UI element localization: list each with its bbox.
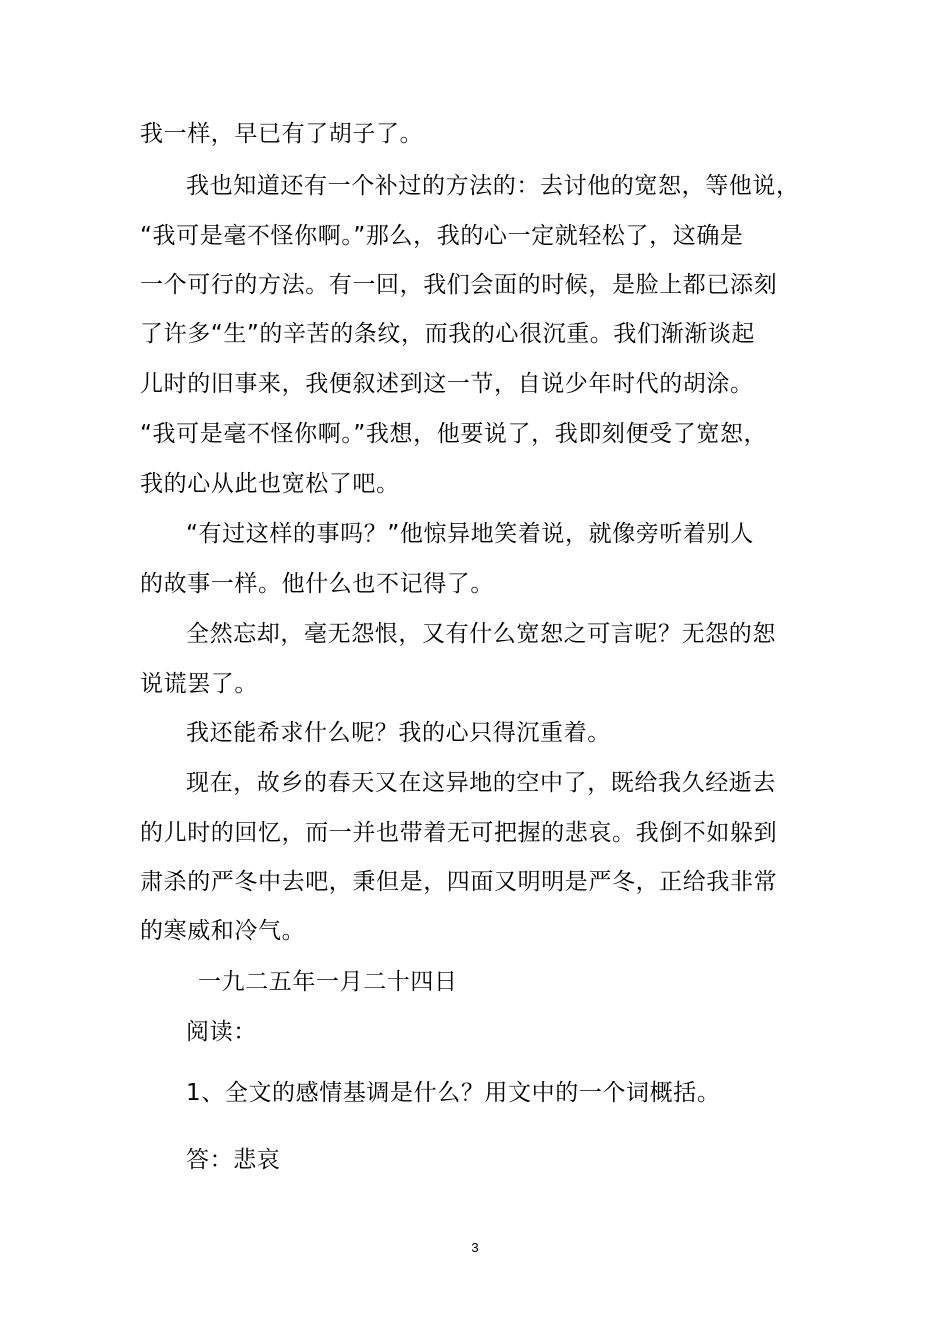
paragraph-line: 我一样，早已有了胡子了。 [140, 121, 424, 147]
paragraph-line: 说谎罢了。 [140, 671, 258, 697]
date-line: 一九二五年一月二十四日 [198, 969, 458, 995]
paragraph-line: 儿时的旧事来，我便叙述到这一节，自说少年时代的胡涂。 [140, 371, 754, 397]
paragraph-line: 的儿时的回忆，而一并也带着无可把握的悲哀。我倒不如躲到 [140, 820, 778, 846]
paragraph-line: 我的心从此也宽松了吧。 [140, 471, 400, 497]
page-number: 3 [471, 1240, 479, 1255]
paragraph-line: 的故事一样。他什么也不记得了。 [140, 571, 494, 597]
paragraph-line: 了许多“生”的辛苦的条纹，而我的心很沉重。我们渐渐谈起 [140, 321, 756, 347]
paragraph-line: 现在，故乡的春天又在这异地的空中了，既给我久经逝去 [186, 770, 776, 796]
answer-1: 答：悲哀 [186, 1147, 281, 1173]
question-1: 1、全文的感情基调是什么？用文中的一个词概括。 [186, 1080, 721, 1106]
paragraph-line: 的寒威和冷气。 [140, 918, 306, 944]
paragraph-line: 一个可行的方法。有一回，我们会面的时候，是脸上都已添刻 [140, 272, 778, 298]
paragraph-line: “我可是毫不怪你啊。”我想，他要说了，我即刻便受了宽恕， [140, 421, 768, 447]
paragraph-line: “我可是毫不怪你啊。”那么，我的心一定就轻松了，这确是 [140, 223, 744, 249]
reading-heading: 阅读： [186, 1019, 257, 1045]
paragraph-line: 我也知道还有一个补过的方法的：去讨他的宽恕，等他说， [186, 173, 800, 199]
paragraph-line: 我还能希求什么呢？我的心只得沉重着。 [186, 720, 611, 746]
paragraph-line: 全然忘却，毫无怨恨，又有什么宽恕之可言呢？无怨的恕 [186, 621, 776, 647]
paragraph-line: 肃杀的严冬中去吧，秉但是，四面又明明是严冬，正给我非常 [140, 869, 778, 895]
paragraph-line: “有过这样的事吗？”他惊异地笑着说，就像旁听着别人 [186, 521, 754, 547]
